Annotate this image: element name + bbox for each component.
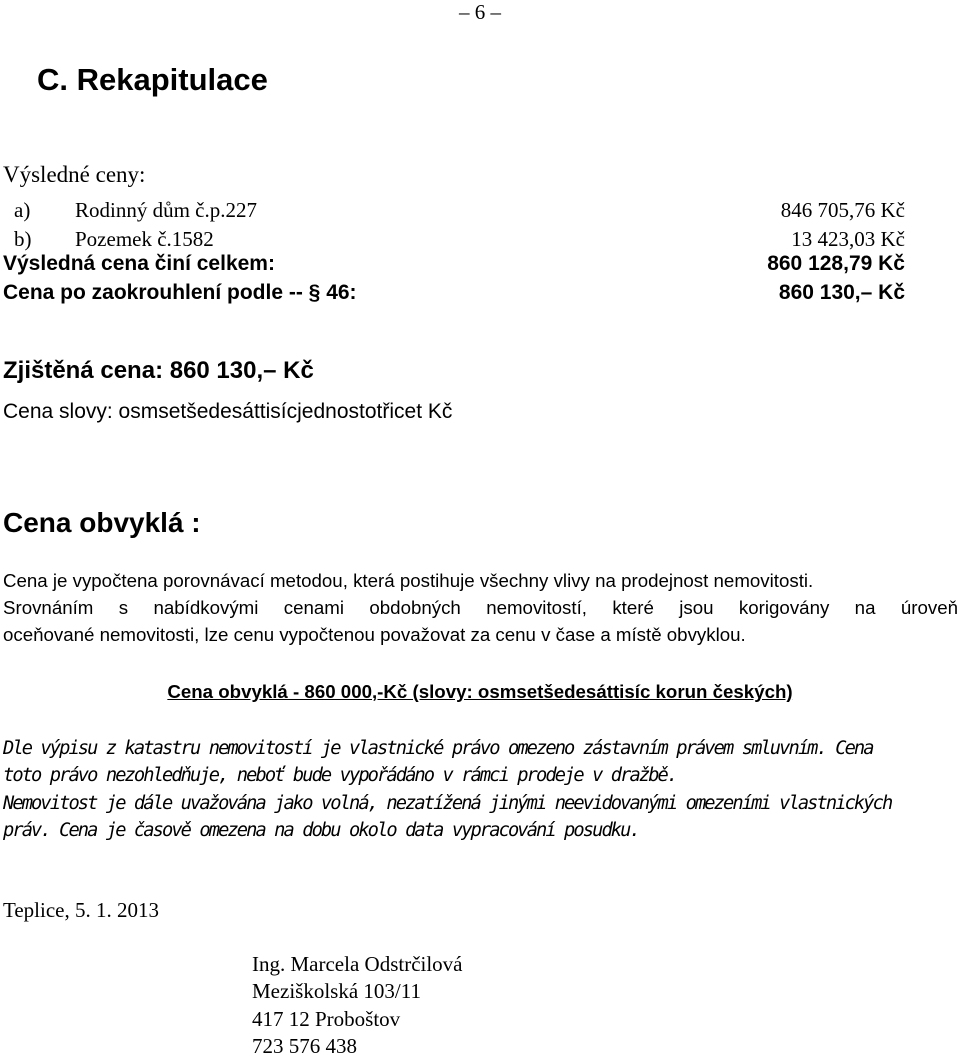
- page-number: – 6 –: [459, 0, 501, 24]
- signer-phone: 723 576 438: [252, 1033, 357, 1058]
- results-heading: Výsledné ceny:: [3, 162, 146, 187]
- legal-note: [3, 735, 958, 844]
- result-item-land: [3, 227, 905, 252]
- signer-street: Meziškolská 103/11: [252, 979, 421, 1004]
- result-total: [3, 252, 905, 276]
- paragraph-line: Srovnáním s nabídkovými cenami obdobných nemovitostí, které jsou korigovány na úroveň: [3, 597, 958, 618]
- paragraph-line: Cena je vypočtena porovnávací metodou, která postihuje všechny vlivy na prodejnost nemovitosti.: [3, 570, 814, 591]
- item-letter: b): [14, 227, 32, 251]
- total-label: Výsledná cena činí celkem:: [3, 252, 275, 275]
- result-rounded: [3, 281, 905, 305]
- item-amount: 13 423,03 Kč: [791, 227, 905, 251]
- signature-block: [252, 951, 463, 1060]
- note-line: Dle výpisu z katastru nemovitostí je vlastnické právo omezeno zástavním právem smluvním. Cena: [3, 738, 873, 759]
- result-item-house: [3, 198, 905, 223]
- usual-price-summary: Cena obvyklá - 860 000,-Kč (slovy: osmsetšedesáttisíc korun českých): [167, 681, 793, 702]
- note-line: toto právo nezohledňuje, neboť bude vypořádáno v rámci prodeje v dražbě.: [3, 765, 677, 787]
- usual-price-heading: Cena obvyklá :: [3, 507, 201, 538]
- total-amount: 860 128,79 Kč: [767, 252, 905, 275]
- signer-city: 417 12 Proboštov: [252, 1006, 401, 1031]
- rounded-label: Cena po zaokrouhlení podle -- § 46:: [3, 281, 357, 304]
- item-amount: 846 705,76 Kč: [780, 198, 905, 222]
- paragraph-line: oceňované nemovitosti, lze cenu vypočtenou považovat za cenu v čase a místě obvyklou.: [3, 624, 746, 645]
- rounded-amount: 860 130,– Kč: [778, 281, 905, 304]
- item-label: Rodinný dům č.p.227: [75, 198, 257, 222]
- note-line: práv. Cena je časově omezena na dobu okolo data vypracování posudku.: [3, 819, 639, 841]
- note-line: Nemovitost je dále uvažována jako volná, nezatížená jinými neevidovanými omezeními vlastnických: [3, 792, 892, 814]
- place-date: Teplice, 5. 1. 2013: [3, 898, 159, 922]
- item-letter: a): [14, 198, 31, 222]
- section-title: C. Rekapitulace: [37, 62, 268, 97]
- usual-price-paragraph: [3, 567, 958, 648]
- signer-name: Ing. Marcela Odstrčilová: [252, 952, 463, 976]
- found-price: Zjištěná cena: 860 130,– Kč: [3, 357, 314, 384]
- price-in-words: Cena slovy: osmsetšedesáttisícjednostotřicet Kč: [3, 400, 453, 423]
- item-label: Pozemek č.1582: [75, 227, 214, 251]
